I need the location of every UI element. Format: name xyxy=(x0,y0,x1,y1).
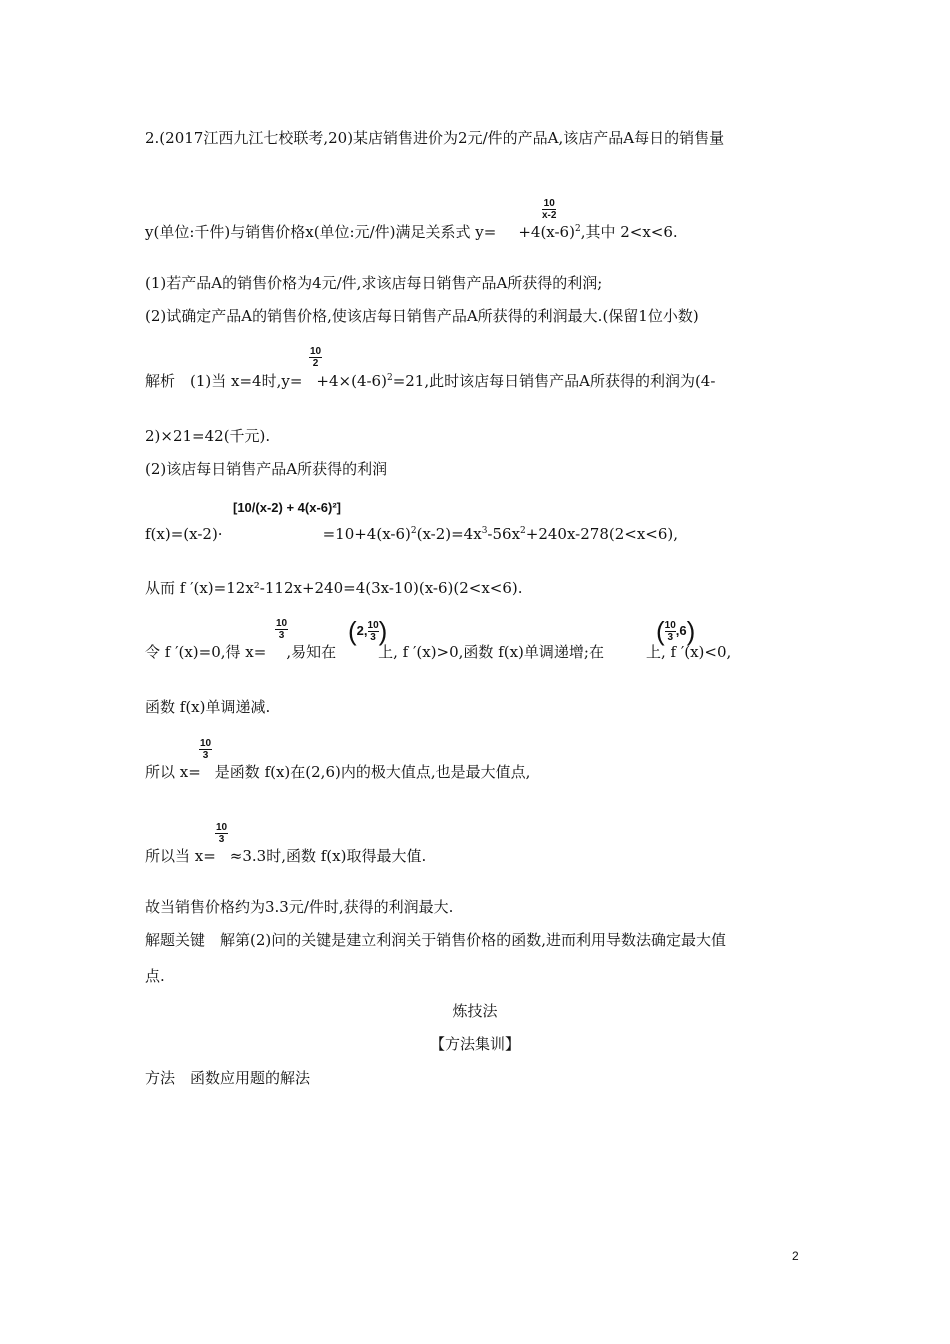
section-subtitle: 【方法集训】 xyxy=(429,1035,520,1053)
fraction-10-over-3-b: $\frac{10}{3}$ xyxy=(200,738,212,761)
key-point-line-1: 解题关键 解第(2)问的关键是建立利润关于销售价格的函数,进而利用导数法确定最大值 xyxy=(145,931,727,949)
solution-part-1: 解析 (1)当 x=4时$,y= +4\times(4-6)^2=21$,此时该店每日销售产品A所获得的利润为(4- xyxy=(145,372,716,390)
interval-2-to-10-3: (2, $\frac{10}{3}$ ) xyxy=(348,616,388,646)
page-number: 2 xyxy=(792,1249,799,1263)
decreasing-line: 函数 f(x)单调递减. xyxy=(145,698,271,716)
bracket-expression: [10/(x-2) + 4(x-6)²] xyxy=(233,500,341,515)
conclusion-line: 故当销售价格约为3.3元/件时,获得的利润最大. xyxy=(145,898,454,916)
solution-part-2-intro: (2)该店每日销售产品A所获得的利润 xyxy=(145,460,388,478)
derivative-line: 从而 f ′(x)=12x²-112x+240=4(3x-10)(x-6)(2<x<6). xyxy=(145,579,523,597)
monotonicity-line: 令 f ′(x)=0,得 x= ,易知在 上, f ′(x)>0,函数 f(x)单调递增;在 上, f ′(x)<0, xyxy=(145,643,732,661)
key-point-line-2: 点. xyxy=(145,967,165,985)
method-line: 方法 函数应用题的解法 xyxy=(145,1069,311,1087)
max-point-line: 所以 x= 是函数 f(x)在(2,6)内的极大值点,也是最大值点, xyxy=(145,763,531,781)
question-2: (2)试确定产品A的销售价格,使该店每日销售产品A所获得的利润最大.(保留1位小数) xyxy=(145,307,699,325)
section-title: 炼技法 xyxy=(452,1002,498,1020)
fraction-10-over-x-2: $\frac{10}{x-2}$ xyxy=(542,198,557,221)
max-value-line: 所以当 x= ≈3.3时,函数 f(x)取得最大值. xyxy=(145,847,427,865)
problem-line-1: 2.(2017江西九江七校联考,20)某店销售进价为2元/件的产品A,该店产品A每日的销售量 xyxy=(145,129,725,147)
fraction-10-over-2: $\frac{10}{2}$ xyxy=(310,346,322,369)
profit-function: $f(x)=(x-2)\cdot =10+4(x-6)^2(x-2)=4x^3-56x^2+240x-278(2<x<6)$, xyxy=(145,525,679,543)
solution-part-1-cont: 2)×21=42(千元). xyxy=(145,427,271,445)
fraction-10-over-3-c: $\frac{10}{3}$ xyxy=(216,822,228,845)
interval-10-3-to-6: ( $\frac{10}{3}$ ,6) xyxy=(656,616,696,646)
question-1: (1)若产品A的销售价格为4元/件,求该店每日销售产品A所获得的利润; xyxy=(145,274,603,292)
problem-line-2: y(单位:千件)与销售价格x(单位:元/件)满足关系式 $y= +4(x-6)^2$,其中 2<x<6. xyxy=(145,223,678,241)
fraction-10-over-3-a: $\frac{10}{3}$ xyxy=(276,618,288,641)
